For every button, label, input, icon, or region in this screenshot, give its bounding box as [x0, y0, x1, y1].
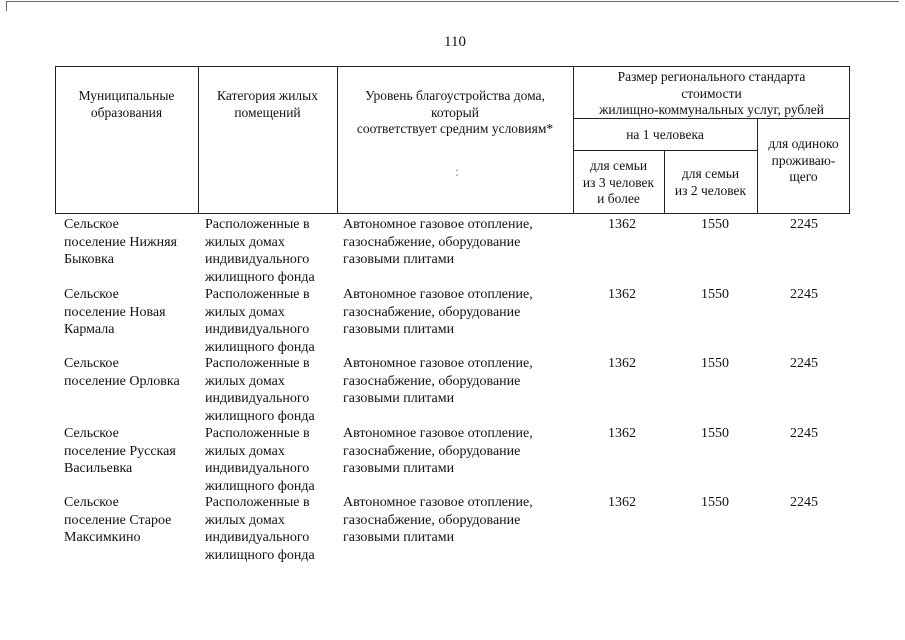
row-municipality: Сельское поселение Русская Васильевка — [64, 426, 176, 476]
header-category: Категория жилых помещений — [217, 88, 318, 120]
row-family-2: 1550 — [701, 495, 729, 510]
row-category: Расположенные в жилых домах индивидуального жилищного фонда — [205, 356, 315, 424]
header-per-person: на 1 человека — [626, 127, 704, 142]
row-level: Автономное газовое отопление, газоснабжение, оборудование газовыми плитами — [343, 356, 533, 406]
table-row — [0, 286, 905, 356]
table-row — [0, 425, 905, 495]
header-municipality: Муниципальные образования — [78, 88, 175, 120]
row-category: Расположенные в жилых домах индивидуального жилищного фонда — [205, 287, 315, 355]
row-single: 2245 — [790, 287, 818, 302]
row-municipality: Сельское поселение Старое Максимкино — [64, 495, 172, 545]
header-single: для одиноко проживаю- щего — [768, 136, 839, 184]
header-family-2: для семьи из 2 человек — [674, 166, 747, 198]
row-level: Автономное газовое отопление, газоснабжение, оборудование газовыми плитами — [343, 495, 533, 545]
row-category: Расположенные в жилых домах индивидуального жилищного фонда — [205, 495, 315, 563]
row-level: Автономное газовое отопление, газоснабжение, оборудование газовыми плитами — [343, 217, 533, 267]
row-single: 2245 — [790, 217, 818, 232]
scan-left-rule — [6, 1, 7, 11]
page-number: 110 — [444, 34, 466, 50]
row-single: 2245 — [790, 495, 818, 510]
header-per-person-underline — [573, 150, 757, 151]
header-blank-mark: : — [455, 164, 459, 179]
header-standard: Размер регионального стандарта стоимости жилищно-коммунальных услуг, рублей — [599, 69, 824, 117]
row-family-2: 1550 — [701, 287, 729, 302]
row-family-2: 1550 — [701, 426, 729, 441]
header-bottom-border — [55, 213, 850, 214]
row-family-2: 1550 — [701, 356, 729, 371]
table-header — [55, 66, 850, 214]
row-family-3plus: 1362 — [608, 356, 636, 371]
row-family-3plus: 1362 — [608, 217, 636, 232]
row-category: Расположенные в жилых домах индивидуального жилищного фонда — [205, 217, 315, 285]
row-level: Автономное газовое отопление, газоснабжение, оборудование газовыми плитами — [343, 426, 533, 476]
row-level: Автономное газовое отопление, газоснабжение, оборудование газовыми плитами — [343, 287, 533, 337]
row-single: 2245 — [790, 356, 818, 371]
row-category: Расположенные в жилых домах индивидуального жилищного фонда — [205, 426, 315, 494]
row-municipality: Сельское поселение Орловка — [64, 356, 180, 389]
row-single: 2245 — [790, 426, 818, 441]
scan-top-rule — [6, 1, 899, 2]
row-family-3plus: 1362 — [608, 426, 636, 441]
row-family-3plus: 1362 — [608, 495, 636, 510]
row-municipality: Сельское поселение Нижняя Быковка — [64, 217, 177, 267]
table-row — [0, 494, 905, 564]
header-top-border — [55, 66, 850, 67]
row-family-2: 1550 — [701, 217, 729, 232]
row-municipality: Сельское поселение Новая Кармала — [64, 287, 166, 337]
table-row — [0, 355, 905, 425]
header-level: Уровень благоустройства дома, который соответствует средним условиям* — [356, 88, 554, 136]
table-row — [0, 216, 905, 286]
row-family-3plus: 1362 — [608, 287, 636, 302]
header-family-3plus: для семьи из 3 человек и более — [582, 158, 655, 206]
